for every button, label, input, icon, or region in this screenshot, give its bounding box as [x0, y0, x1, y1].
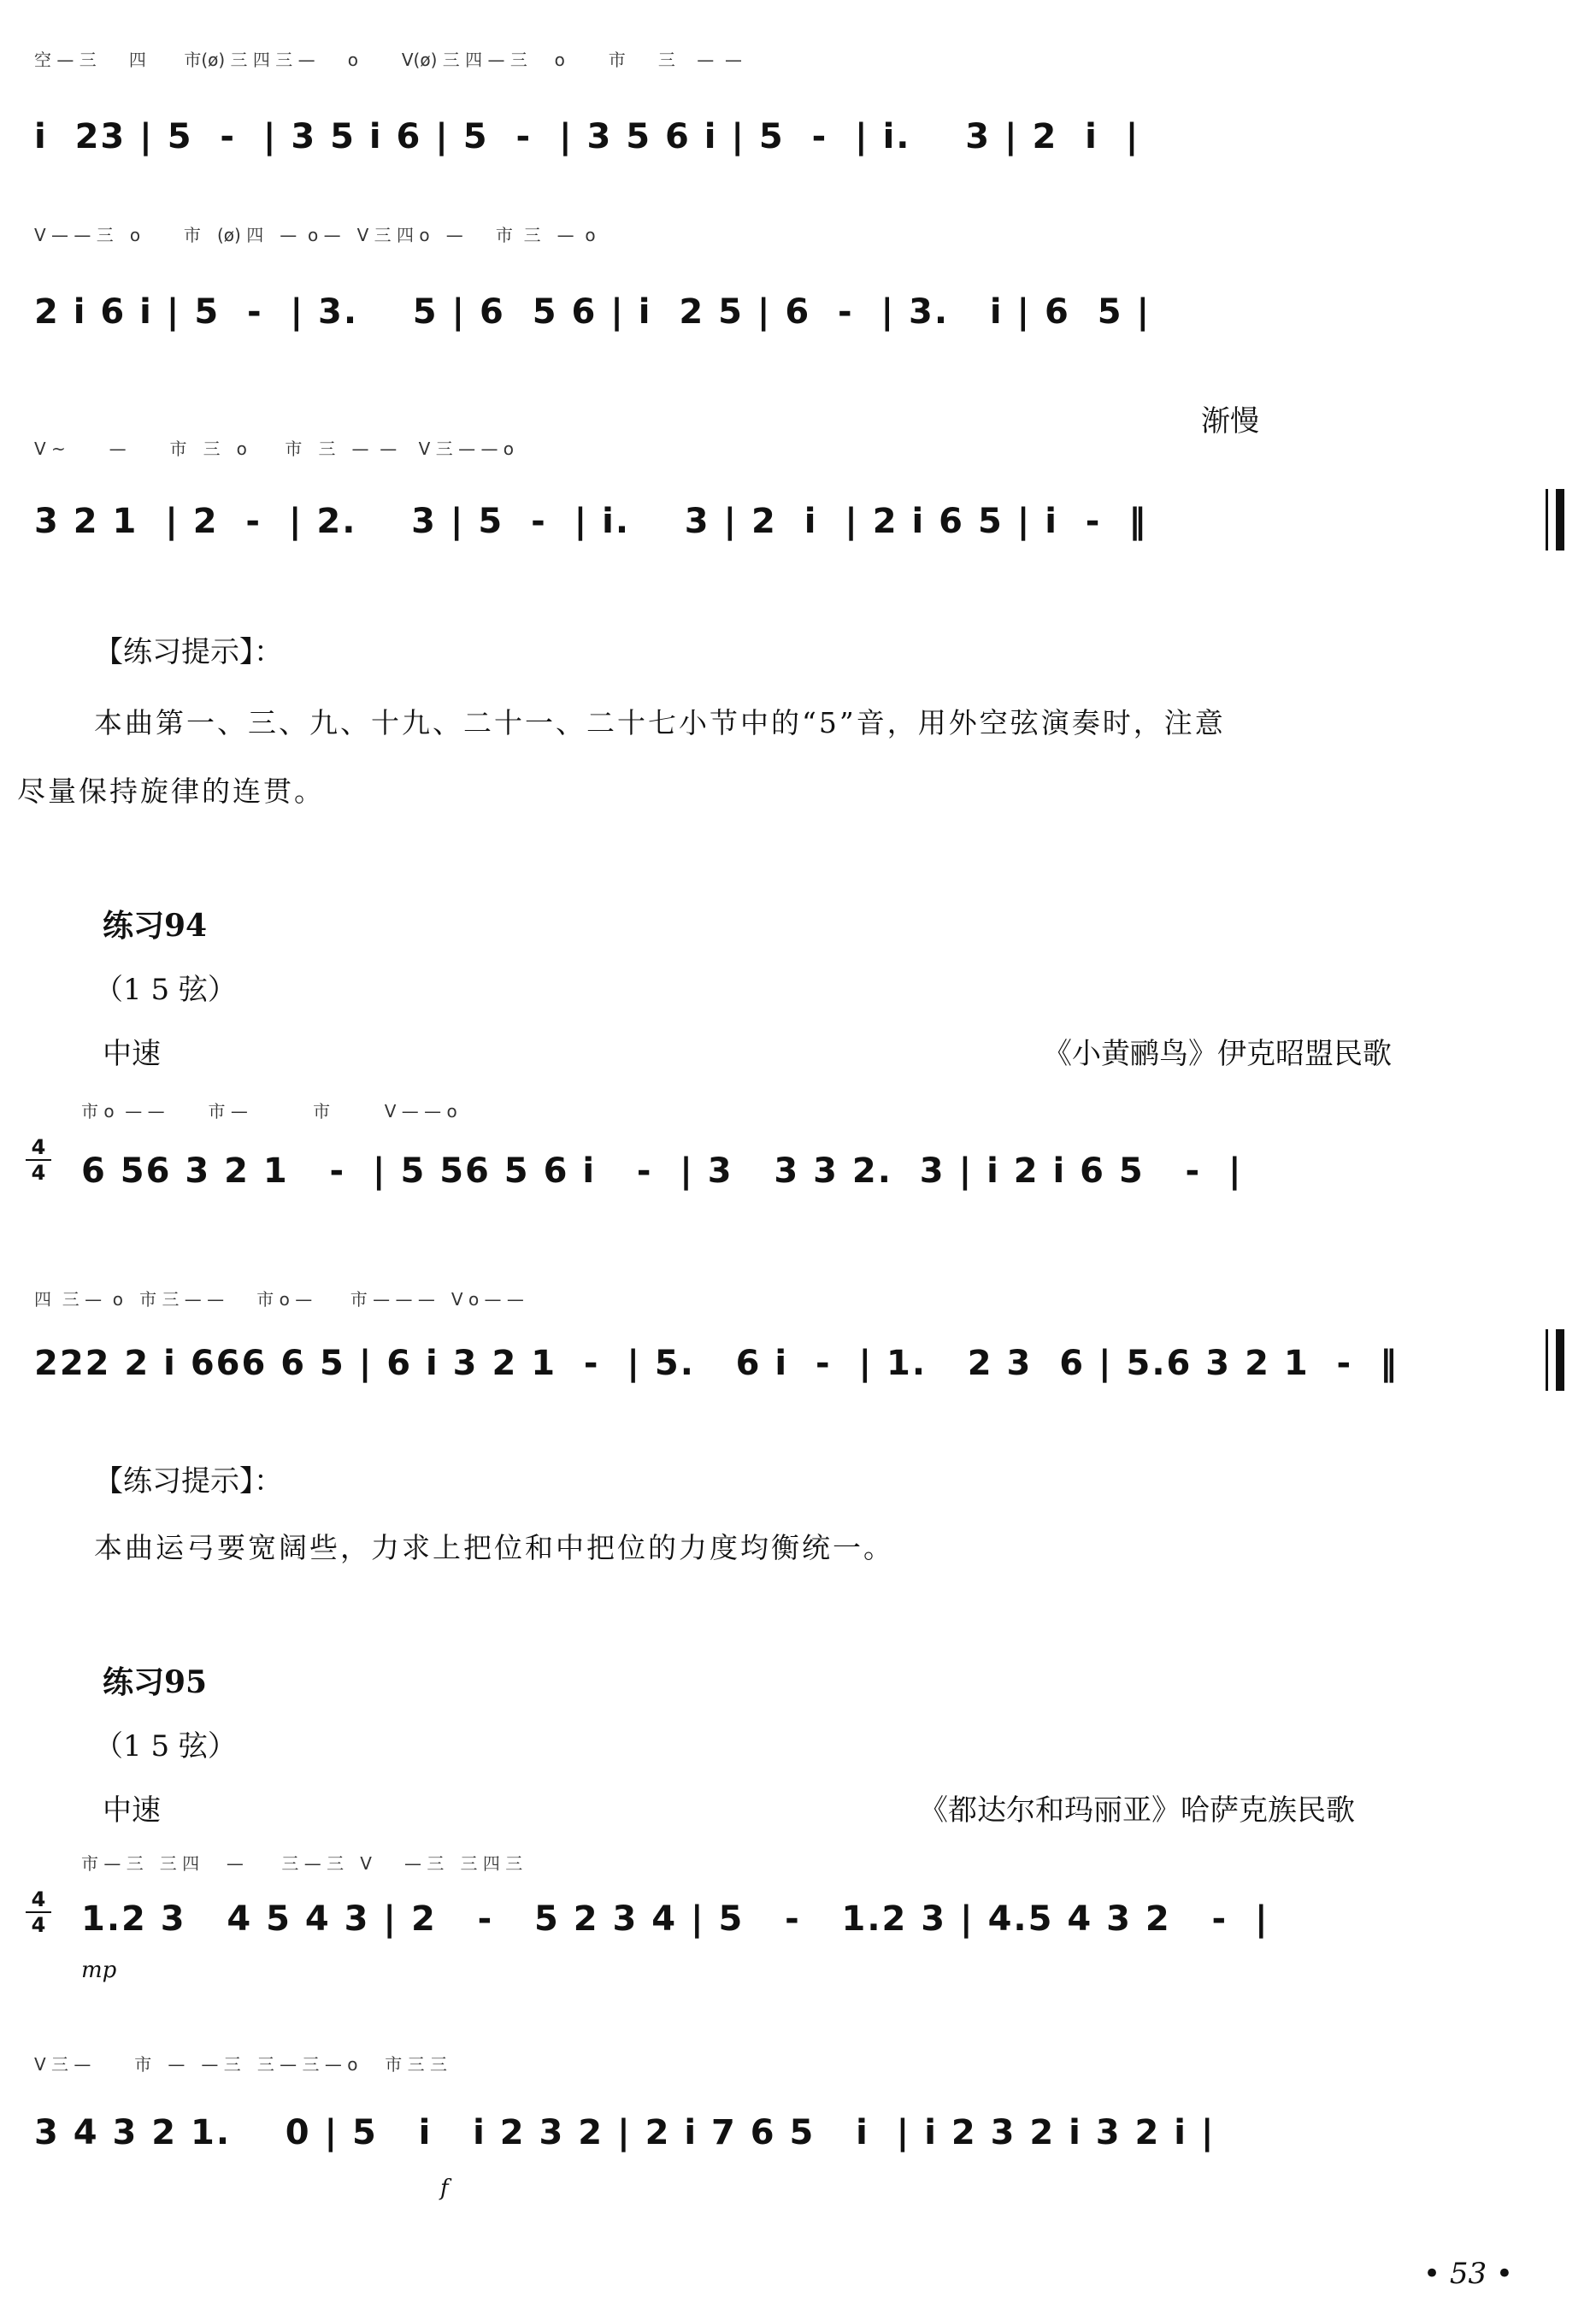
- tips-text-1-line1: 本曲第一、三、九、十九、二十一、二十七小节中的“5”音，用外空弦演奏时，注意: [94, 706, 1226, 739]
- exercise-94-notation-line2: 222 2 i 666 6 5 | 6 i 3 2 1 - | 5. 6 i - | 1. 2 3 6 | 5.6 3 2 1 - ‖: [34, 1344, 1399, 1383]
- notation-system-3: 3 2 1 | 2 - | 2. 3 | 5 - | i. 3 | 2 i | 2 i 6 5 | i - ‖: [34, 502, 1148, 541]
- tempo-change-label: 渐慢: [1201, 404, 1259, 439]
- exercise-94-marks-line1: 市 o — — 市 — 市 V — — o: [81, 1101, 457, 1122]
- notation-system-2: 2 i 6 i | 5 - | 3. 5 | 6 5 6 | i 2 5 | 6 - | 3. i | 6 5 |: [34, 292, 1151, 332]
- exercise-95-time-signature: [26, 1889, 51, 1935]
- page-number: • 53 •: [1423, 2257, 1513, 2291]
- exercise-95-notation-line1: 1.2 3 4 5 4 3 | 2 - 5 2 3 4 | 5 - 1.2 3 | 4.5 4 3 2 - |: [81, 1899, 1269, 1939]
- time-signature-bottom: 4: [31, 1161, 46, 1185]
- final-barline-1: [1556, 489, 1564, 551]
- tips-label-1: 【练习提示】：: [94, 635, 283, 669]
- bowing-marks-system-3: V ~ — 市 三 o 市 三 — — V 三 — — o: [34, 439, 515, 459]
- exercise-95-tempo: 中速: [103, 1793, 161, 1828]
- bowing-marks-system-1: 空 — 三 四 市(ø) 三 四 三 — o V(ø) 三 四 — 三 o 市 三 — —: [34, 50, 742, 70]
- final-barline-94-thin: [1546, 1329, 1548, 1391]
- final-barline-1-thin: [1546, 489, 1548, 551]
- time-signature-top: 4: [31, 1135, 46, 1159]
- time-signature-bottom: 4: [31, 1913, 46, 1937]
- notation-system-1: i 23 | 5 - | 3 5 i 6 | 5 - | 3 5 6 i | 5 - | i. 3 | 2 i |: [34, 117, 1140, 156]
- exercise-94-tips-text: 本曲运弓要宽阔些，力求上把位和中把位的力度均衡统一。: [94, 1531, 894, 1564]
- exercise-94-time-signature: [26, 1137, 51, 1183]
- exercise-95-marks-line2: V 三 — 市 — — 三 三 — 三 — o 市 三 三: [34, 2054, 447, 2075]
- tips-text-1-line2: 尽量保持旋律的连贯。: [17, 774, 325, 808]
- exercise-94-title: 练习94: [103, 908, 208, 944]
- final-barline-94: [1556, 1329, 1564, 1391]
- exercise-95-title: 练习95: [103, 1664, 208, 1700]
- exercise-94-marks-line2: 四 三 — o 市 三 — — 市 o — 市 — — — V o — —: [34, 1289, 524, 1310]
- exercise-94-source: 《小黄鹂鸟》伊克昭盟民歌: [1043, 1037, 1392, 1071]
- dynamic-mp: mp: [81, 1958, 117, 1983]
- exercise-94-strings: （1 5 弦）: [94, 973, 237, 1007]
- dynamic-f: f: [440, 2176, 449, 2201]
- bowing-marks-system-2: V — — 三 o 市 (ø) 四 — o — V 三 四 o — 市 三 — o: [34, 225, 596, 245]
- exercise-94-tips-label: 【练习提示】：: [94, 1464, 283, 1498]
- time-signature-top: 4: [31, 1887, 46, 1911]
- exercise-95-marks-line1: 市 — 三 三 四 — 三 — 三 V — 三 三 四 三: [81, 1853, 523, 1874]
- exercise-95-source: 《都达尔和玛丽亚》哈萨克族民歌: [919, 1793, 1355, 1828]
- exercise-94-notation-line1: 6 56 3 2 1 - | 5 56 5 6 i - | 3 3 3 2. 3 | i 2 i 6 5 - |: [81, 1151, 1243, 1191]
- exercise-95-strings: （1 5 弦）: [94, 1729, 237, 1763]
- exercise-94-tempo: 中速: [103, 1037, 161, 1071]
- exercise-95-notation-line2: 3 4 3 2 1. 0 | 5 i i 2 3 2 | 2 i 7 6 5 i | i 2 3 2 i 3 2 i |: [34, 2113, 1216, 2152]
